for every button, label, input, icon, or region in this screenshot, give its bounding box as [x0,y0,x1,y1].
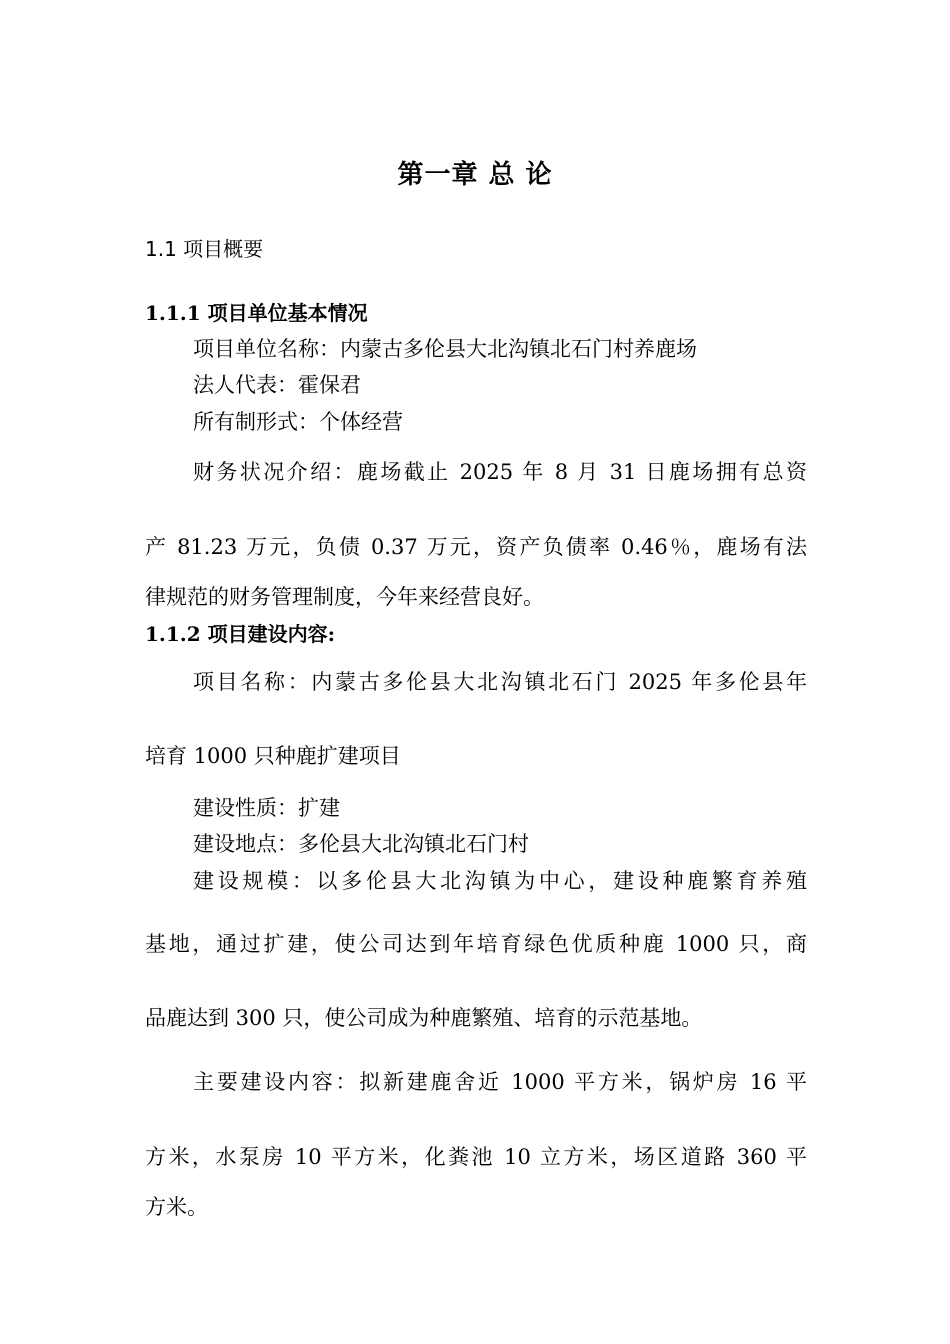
construction-location-line: 建设地点：多伦县大北沟镇北石门村 [193,832,529,856]
main-content-line: 主要建设内容：拟新建鹿舍近 1000 平方米，锅炉房 16 平 [193,1070,807,1094]
project-name-line: 项目名称：内蒙古多伦县大北沟镇北石门 2025 年多伦县年 [193,670,807,694]
project-name-line: 培育 1000 只种鹿扩建项目 [145,744,401,768]
finance-paragraph-line: 财务状况介绍：鹿场截止 2025 年 8 月 31 日鹿场拥有总资 [193,460,807,484]
construction-scale-line: 基地，通过扩建，使公司达到年培育绿色优质种鹿 1000 只，商 [145,932,807,956]
ownership-line: 所有制形式：个体经营 [193,410,403,434]
finance-paragraph-line: 律规范的财务管理制度，今年来经营良好。 [145,585,544,609]
main-content-line: 方米，水泵房 10 平方米，化粪池 10 立方米，场区道路 360 平 [145,1145,807,1169]
construction-nature-line: 建设性质：扩建 [193,796,340,820]
construction-scale-line: 品鹿达到 300 只，使公司成为种鹿繁殖、培育的示范基地。 [145,1006,703,1030]
unit-name-line: 项目单位名称：内蒙古多伦县大北沟镇北石门村养鹿场 [193,337,697,361]
legal-rep-line: 法人代表：霍保君 [193,373,361,397]
main-content-line: 方米。 [145,1195,208,1219]
section-heading-1-1-1: 1.1.1 项目单位基本情况 [145,301,368,325]
section-heading-1-1-2: 1.1.2 项目建设内容: [145,622,336,646]
chapter-title: 第一章 总 论 [397,160,553,190]
finance-paragraph-line: 产 81.23 万元，负债 0.37 万元，资产负债率 0.46％，鹿场有法 [145,535,807,559]
construction-scale-line: 建设规模：以多伦县大北沟镇为中心，建设种鹿繁育养殖 [193,869,807,893]
section-heading-1-1: 1.1 项目概要 [145,237,264,261]
